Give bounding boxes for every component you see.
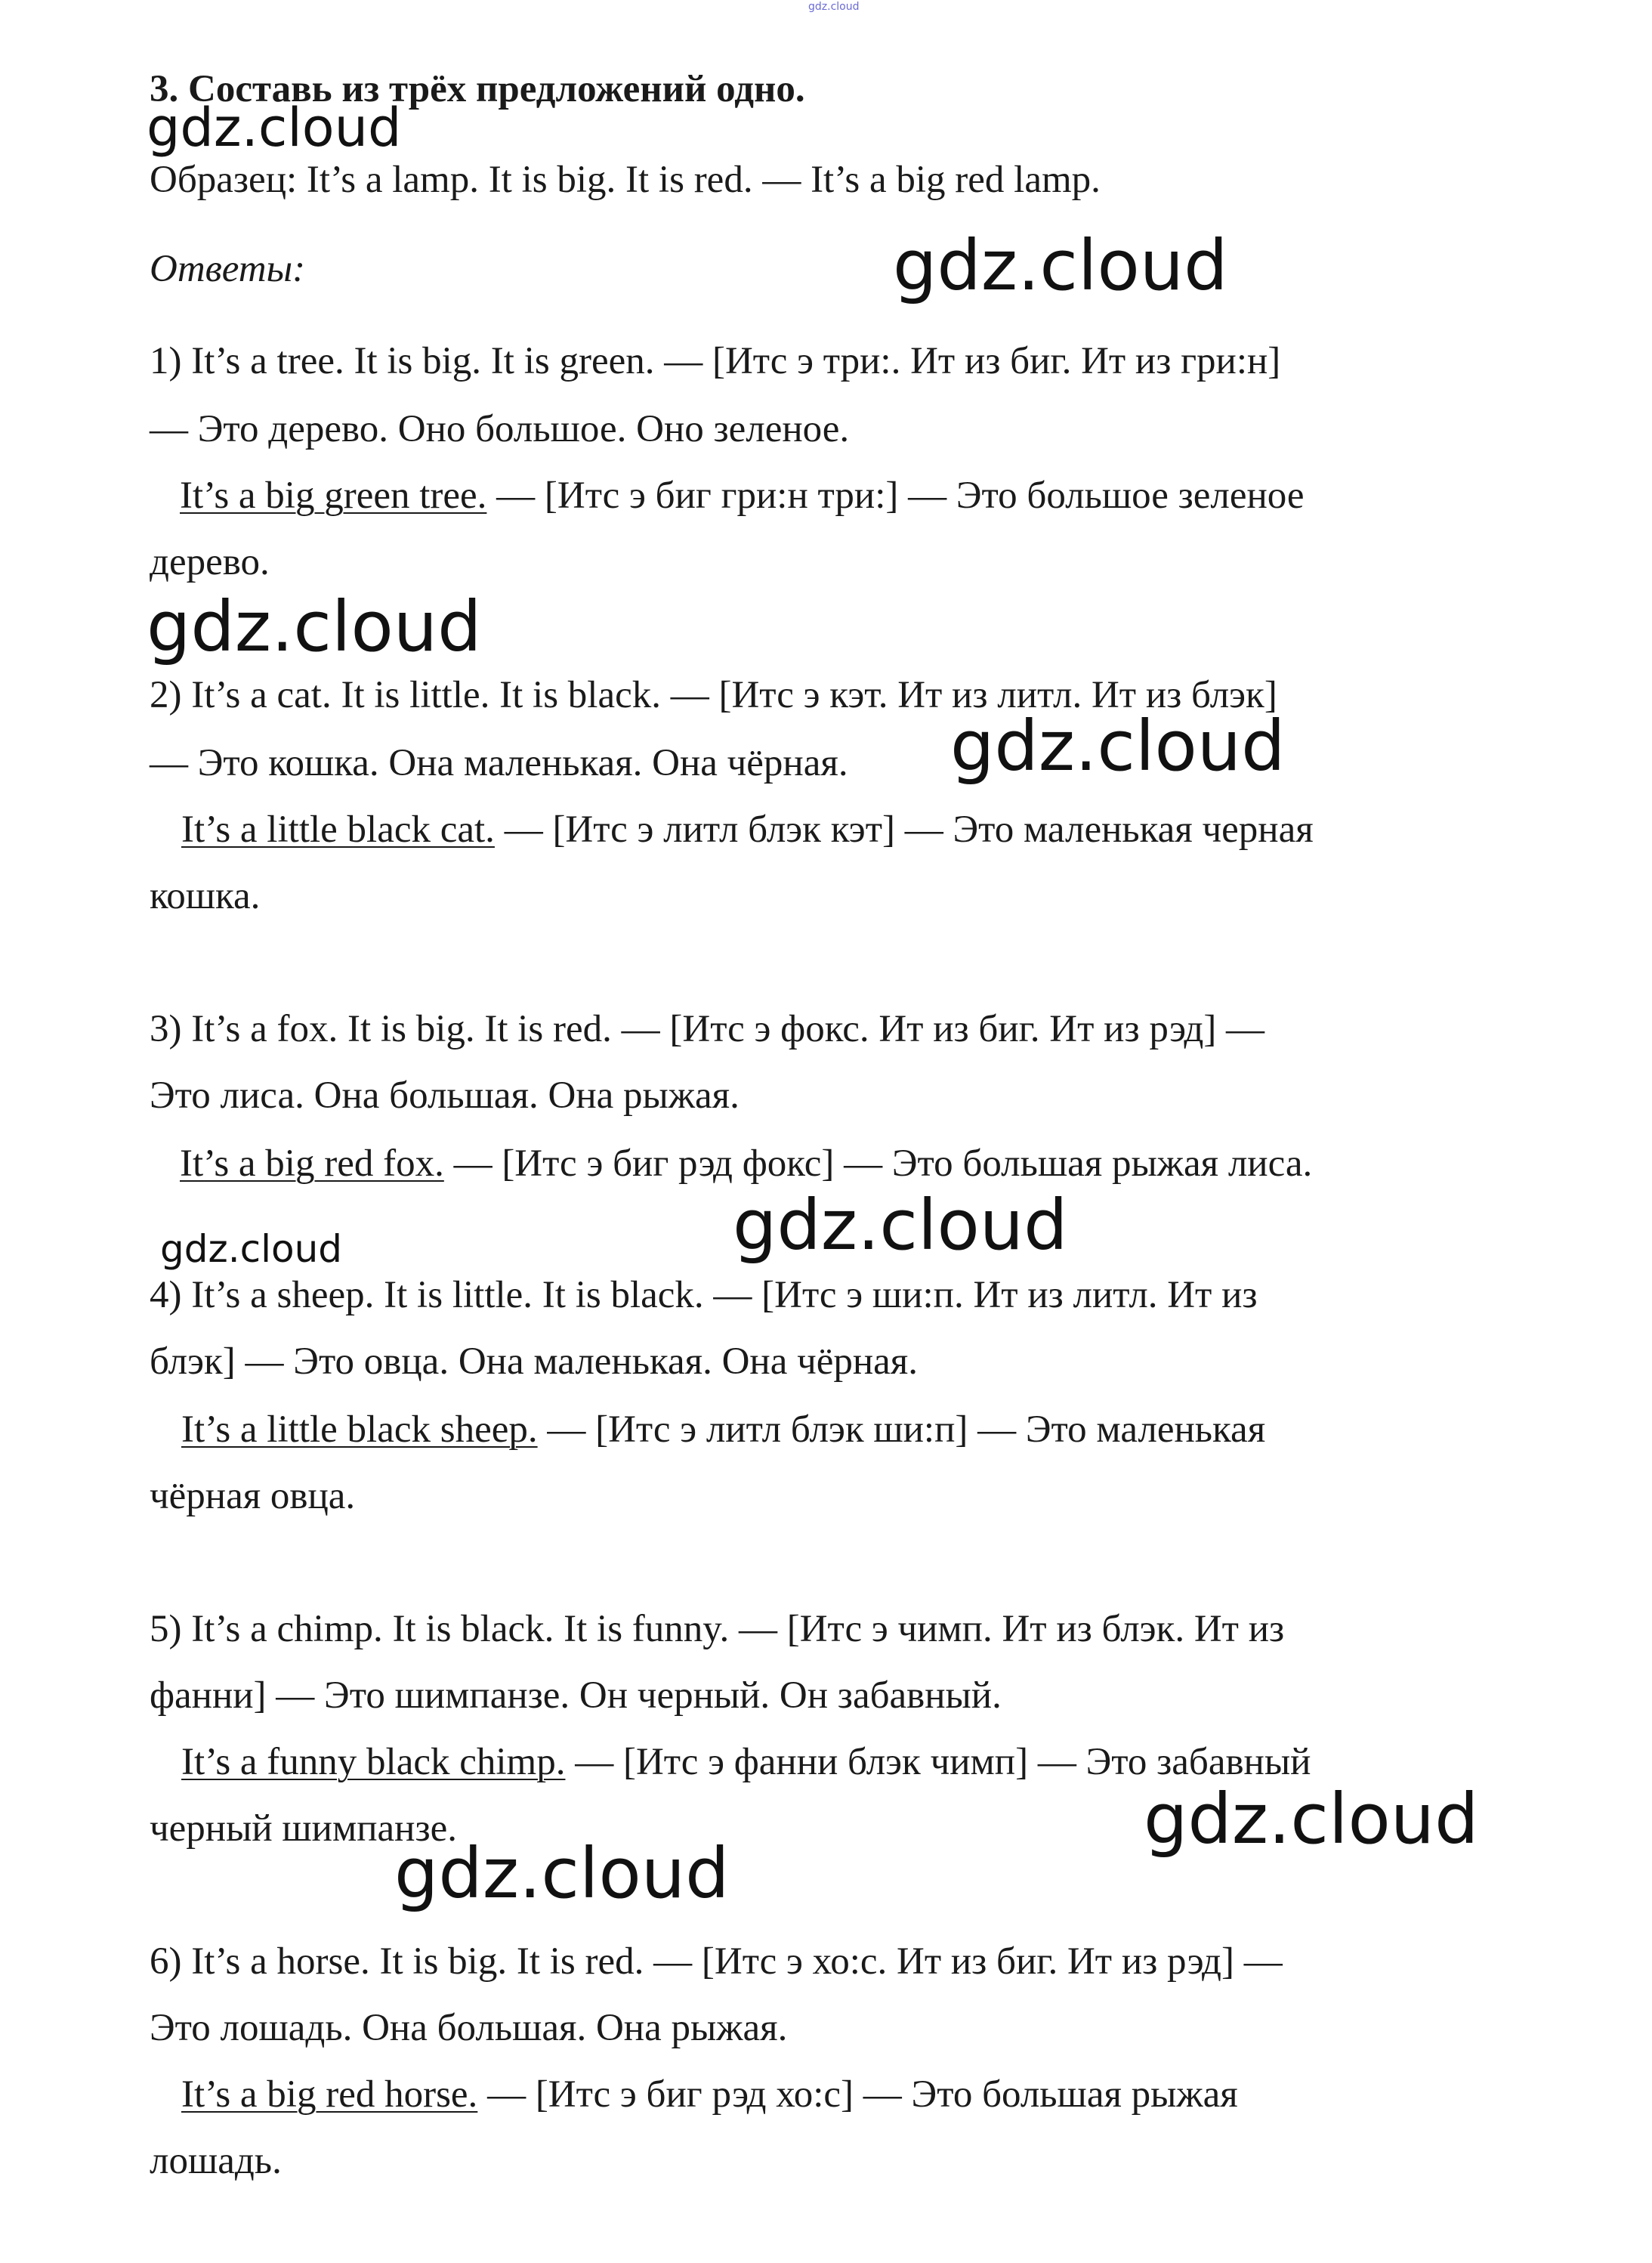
item-translation-line: Это лиса. Она большая. Она рыжая. bbox=[150, 1074, 740, 1117]
item-answer-transcription: — [Итс э биг гри:н три:] — Это большое зеленое bbox=[486, 475, 1305, 517]
item-answer: It’s a little black sheep. bbox=[181, 1408, 538, 1451]
item-continuation-line: чёрная овца. bbox=[150, 1475, 356, 1517]
exercise-title: 3. Составь из трёх предложений одно. bbox=[150, 68, 805, 110]
watermark: gdz.cloud bbox=[147, 586, 482, 667]
watermark: gdz.cloud bbox=[394, 1833, 730, 1914]
item-answer-transcription: — [Итс э литл блэк кэт] — Это маленькая черная bbox=[494, 808, 1314, 851]
item-answer-line bbox=[181, 807, 1314, 852]
item-source-line: 2) It’s a cat. It is little. It is black. — [Итс э кэт. Ит из литл. Ит из блэк] bbox=[150, 674, 1277, 716]
item-translation-line: фанни] — Это шимпанзе. Он черный. Он забавный. bbox=[150, 1674, 1002, 1717]
item-translation-line: — Это дерево. Оно большое. Оно зеленое. bbox=[150, 408, 850, 450]
item-answer-line bbox=[181, 2072, 1238, 2117]
item-answer-transcription: — [Итс э биг рэд фокс] — Это большая рыжая лиса. bbox=[443, 1142, 1313, 1185]
watermark: gdz.cloud bbox=[147, 97, 402, 159]
item-answer-transcription: — [Итс э биг рэд хо:с] — Это большая рыжая bbox=[477, 2073, 1238, 2116]
header-watermark: gdz.cloud bbox=[808, 1, 860, 13]
watermark: gdz.cloud bbox=[1144, 1779, 1479, 1860]
item-source-line: 1) It’s a tree. It is big. It is green. — [Итс э три:. Ит из биг. Ит из гри:н] bbox=[150, 340, 1281, 382]
item-answer: It’s a big green tree. bbox=[180, 475, 487, 517]
item-continuation-line: кошка. bbox=[150, 875, 261, 917]
watermark: gdz.cloud bbox=[893, 225, 1228, 306]
item-answer: It’s a funny black chimp. bbox=[181, 1741, 566, 1783]
item-translation-line: Это лошадь. Она большая. Она рыжая. bbox=[150, 2007, 788, 2049]
watermark: gdz.cloud bbox=[160, 1227, 343, 1271]
watermark: gdz.cloud bbox=[950, 706, 1286, 787]
item-source-line: 5) It’s a chimp. It is black. It is funny. — [Итс э чимп. Ит из блэк. Ит из bbox=[150, 1608, 1285, 1650]
item-answer-line bbox=[180, 473, 1305, 518]
item-continuation-line: дерево. bbox=[150, 541, 270, 583]
item-translation-line: — Это кошка. Она маленькая. Она чёрная. bbox=[150, 742, 848, 784]
item-continuation-line: лошадь. bbox=[150, 2140, 282, 2182]
item-answer: It’s a big red horse. bbox=[181, 2073, 478, 2116]
item-answer-line bbox=[181, 1407, 1265, 1452]
item-answer: It’s a little black cat. bbox=[181, 808, 495, 851]
item-answer-transcription: — [Итс э фанни блэк чимп] — Это забавный bbox=[565, 1741, 1311, 1783]
item-continuation-line: черный шимпанзе. bbox=[150, 1807, 457, 1850]
item-source-line: 6) It’s a horse. It is big. It is red. — [Итс э хо:с. Ит из биг. Ит из рэд] — bbox=[150, 1940, 1283, 1983]
item-answer-transcription: — [Итс э литл блэк ши:п] — Это маленькая bbox=[537, 1408, 1266, 1451]
item-answer-line bbox=[181, 1739, 1311, 1785]
watermark: gdz.cloud bbox=[733, 1185, 1068, 1266]
answers-label: Ответы: bbox=[150, 248, 306, 290]
item-answer-line bbox=[180, 1141, 1312, 1186]
item-translation-line: блэк] — Это овца. Она маленькая. Она чёрная. bbox=[150, 1340, 919, 1383]
item-source-line: 4) It’s a sheep. It is little. It is black. — [Итс э ши:п. Ит из литл. Ит из bbox=[150, 1274, 1258, 1316]
item-answer: It’s a big red fox. bbox=[180, 1142, 444, 1185]
item-source-line: 3) It’s a fox. It is big. It is red. — [Итс э фокс. Ит из биг. Ит из рэд] — bbox=[150, 1008, 1265, 1050]
example-line: Образец: It’s a lamp. It is big. It is red. — It’s a big red lamp. bbox=[150, 159, 1101, 201]
